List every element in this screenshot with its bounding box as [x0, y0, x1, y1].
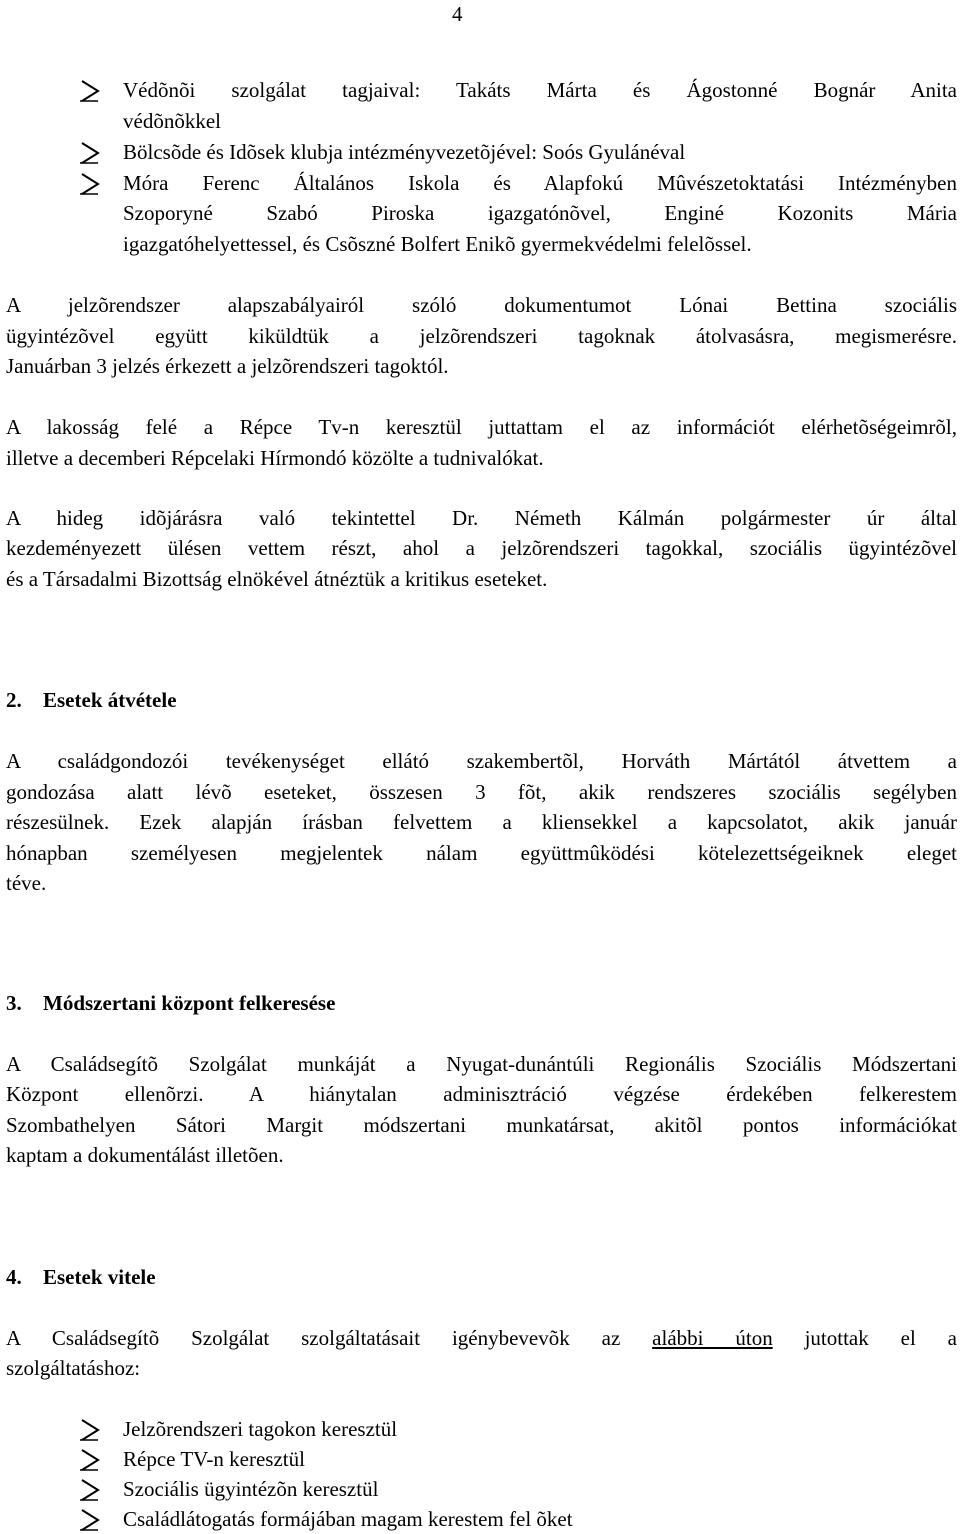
arrow-bullet-icon: [80, 1479, 100, 1501]
paragraph-line: részesülnek. Ezek alapján írásban felvettem a kliensekkel a kapcsolatot, akik január: [6, 810, 957, 834]
bullet-item-line: Védõnõi szolgálat tagjaival: Takáts Márta és Ágostonné Bognár Anita: [123, 78, 957, 102]
bullet-item-line: védõnõkkel: [123, 109, 221, 133]
section-heading: [6, 988, 335, 1018]
paragraph-line: kezdeményezett ülésen vettem részt, ahol a jelzõrendszeri tagokkal, szociális ügyintézõvel: [6, 536, 957, 560]
list-item: Családlátogatás formájában magam kerestem fel õket: [123, 1507, 573, 1531]
section-heading: [6, 685, 177, 715]
bullet-item-line: Móra Ferenc Általános Iskola és Alapfokú Mûvészetoktatási Intézményben: [123, 171, 957, 195]
list-item: Répce TV-n keresztül: [123, 1447, 305, 1471]
paragraph-line: Januárban 3 jelzés érkezett a jelzõrendszeri tagoktól.: [6, 354, 449, 378]
paragraph-line: téve.: [6, 871, 47, 895]
paragraph-line: [6, 1323, 957, 1353]
page-number: 4: [452, 2, 463, 26]
paragraph-line: és a Társadalmi Bizottság elnökével átnéztük a kritikus eseteket.: [6, 567, 548, 591]
section-title: Esetek vitele: [43, 1265, 156, 1289]
section-number: 3.: [6, 991, 22, 1015]
section-number: 4.: [6, 1265, 22, 1289]
arrow-bullet-icon: [80, 173, 100, 195]
bullet-item-line: Szoporyné Szabó Piroska igazgatónõvel, Enginé Kozonits Mária: [123, 201, 957, 225]
list-item: Jelzõrendszeri tagokon keresztül: [123, 1417, 398, 1441]
paragraph-line: szolgáltatáshoz:: [6, 1356, 141, 1380]
paragraph-line: gondozása alatt lévõ eseteket, összesen 3 fõt, akik rendszeres szociális segélyben: [6, 780, 957, 804]
section-title: Módszertani központ felkeresése: [43, 991, 336, 1015]
arrow-bullet-icon: [80, 80, 100, 102]
paragraph-line: A jelzõrendszer alapszabályairól szóló dokumentumot Lónai Bettina szociális: [6, 293, 957, 317]
underlined-phrase: alábbi úton: [652, 1326, 773, 1350]
paragraph-line: A hideg idõjárásra való tekintettel Dr. Németh Kálmán polgármester úr által: [6, 506, 957, 530]
paragraph-line: illetve a decemberi Répcelaki Hírmondó közölte a tudnivalókat.: [6, 446, 544, 470]
arrow-bullet-icon: [80, 142, 100, 164]
paragraph-line: A családgondozói tevékenységet ellátó szakembertõl, Horváth Mártától átvettem a: [6, 749, 957, 773]
arrow-bullet-icon: [80, 1419, 100, 1441]
bullet-item-line: igazgatóhelyettessel, és Csõszné Bolfert Enikõ gyermekvédelmi felelõssel.: [123, 232, 752, 256]
paragraph-line: Központ ellenõrzi. A hiánytalan adminisztráció végzése érdekében felkerestem: [6, 1082, 957, 1106]
paragraph-line: Szombathelyen Sátori Margit módszertani munkatársat, akitõl pontos információkat: [6, 1113, 957, 1137]
bullet-item-line: Bölcsõde és Idõsek klubja intézményvezetõjével: Soós Gyulánéval: [123, 140, 686, 164]
paragraph-line: ügyintézõvel együtt kiküldtük a jelzõrendszeri tagoknak átolvasásra, megismerésre.: [6, 324, 957, 348]
list-item: Szociális ügyintézõn keresztül: [123, 1477, 379, 1501]
paragraph-line: A lakosság felé a Répce Tv-n keresztül juttattam el az információt elérhetõségeimrõl,: [6, 415, 957, 439]
paragraph-line: hónapban személyesen megjelentek nálam együttmûködési kötelezettségeiknek eleget: [6, 841, 957, 865]
paragraph-line: A Családsegítõ Szolgálat munkáját a Nyugat-dunántúli Regionális Szociális Módszertani: [6, 1052, 957, 1076]
section-title: Esetek átvétele: [43, 688, 177, 712]
section-heading: [6, 1262, 156, 1292]
arrow-bullet-icon: [80, 1509, 100, 1531]
section-number: 2.: [6, 688, 22, 712]
paragraph-line: kaptam a dokumentálást illetõen.: [6, 1143, 284, 1167]
arrow-bullet-icon: [80, 1449, 100, 1471]
text-run: jutottak el a: [772, 1326, 957, 1350]
text-run: A Családsegítõ Szolgálat szolgáltatásait igénybevevõk az: [6, 1326, 653, 1350]
